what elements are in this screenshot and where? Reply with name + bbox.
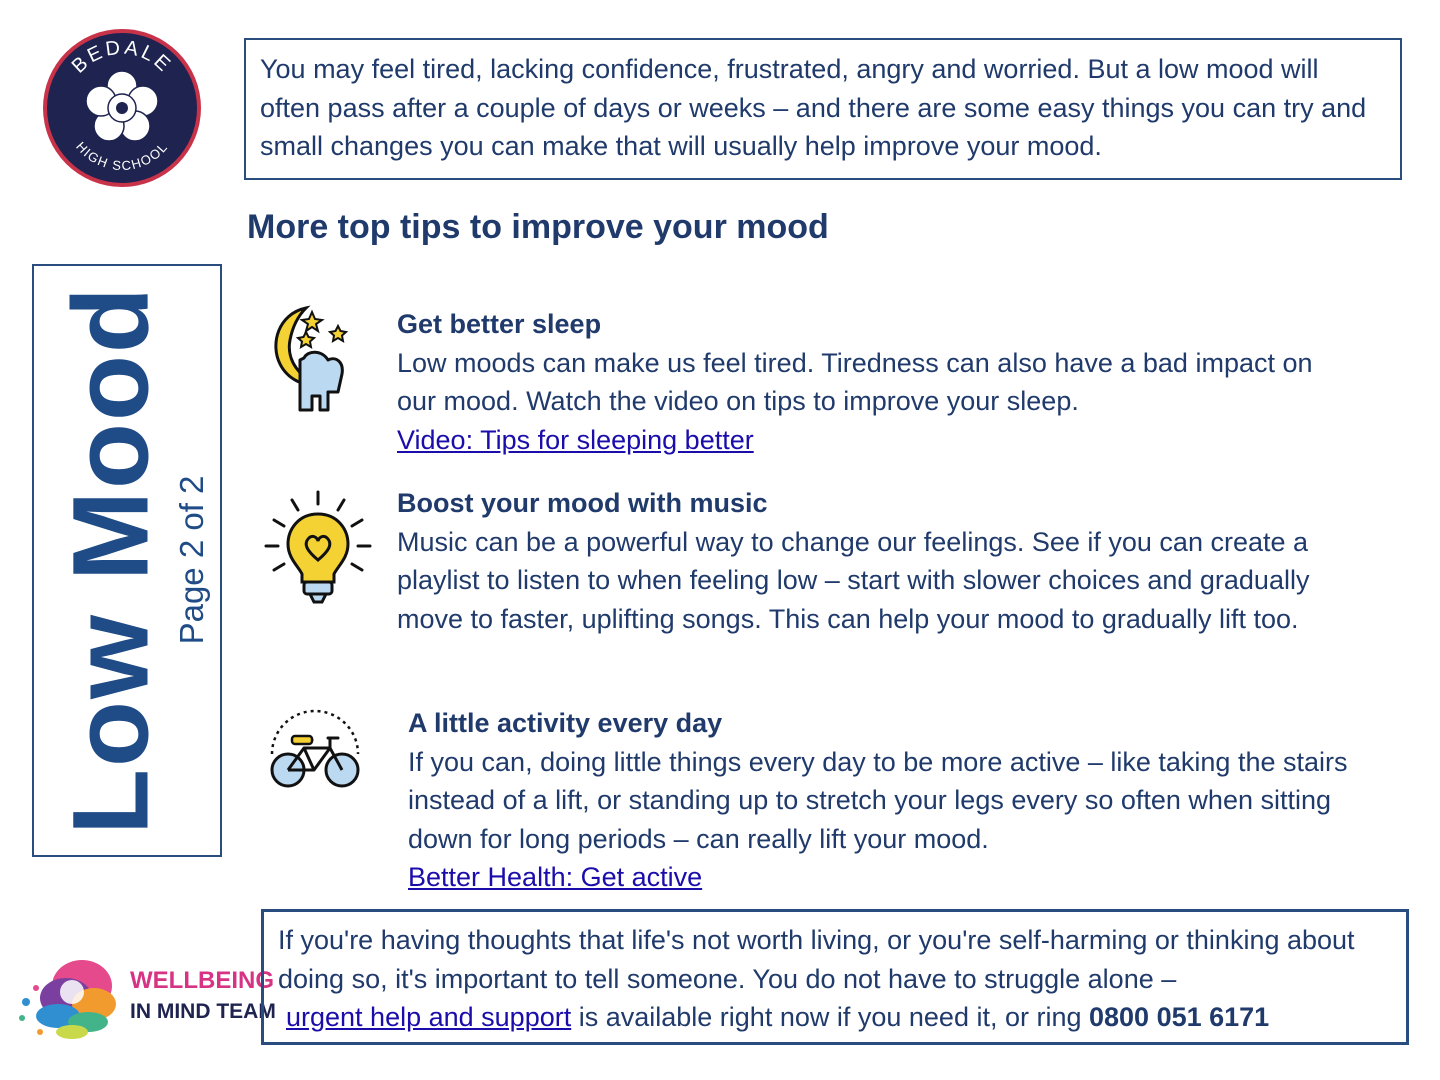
footer-text-after: is available right now if you need it, or ring bbox=[571, 1002, 1089, 1032]
intro-box bbox=[244, 38, 1402, 180]
logo-bottom-text: HIGH SCHOOL bbox=[73, 138, 171, 174]
lightbulb-heart-icon bbox=[262, 488, 374, 608]
tip-title: A little activity every day bbox=[408, 708, 723, 738]
bicycle-icon bbox=[266, 702, 364, 794]
helpline-number: 0800 051 6171 bbox=[1089, 1002, 1270, 1032]
wellbeing-logo bbox=[8, 940, 276, 1050]
wellbeing-logo-line1: WELLBEING bbox=[130, 967, 274, 994]
school-logo bbox=[40, 26, 204, 190]
urgent-help-box bbox=[261, 909, 1409, 1045]
tip-activity bbox=[408, 704, 1358, 897]
page-indicator: Page 2 of 2 bbox=[173, 475, 210, 645]
wellbeing-logo-line2: IN MIND TEAM bbox=[130, 1000, 276, 1023]
tip-body: Music can be a powerful way to change our feelings. See if you can create a playlist to listen to when feeling low – start with slower choices and gradually move to faster, uplifting songs. This can help your mood to gradually lift too. bbox=[397, 526, 1310, 634]
logo-top-text: BEDALE bbox=[67, 36, 177, 78]
tip-title: Get better sleep bbox=[397, 309, 602, 339]
tip-sleep bbox=[397, 305, 1357, 459]
footer-text: If you're having thoughts that life's not worth living, or you're self-harming or thinking about doing so, it's important to tell someone. You do not have to struggle alone – bbox=[278, 925, 1355, 994]
side-title: Low Mood bbox=[49, 285, 171, 835]
tip-body: Low moods can make us feel tired. Tiredness can also have a bad impact on our mood. Watch the video on tips to improve your sleep. bbox=[397, 347, 1313, 416]
tip-music bbox=[397, 484, 1367, 638]
get-active-link[interactable]: Better Health: Get active bbox=[408, 862, 703, 892]
moon-sleep-icon bbox=[266, 300, 360, 420]
tip-title: Boost your mood with music bbox=[397, 488, 768, 518]
intro-text: You may feel tired, lacking confidence, frustrated, angry and worried. But a low mood will often pass after a couple of days or weeks – and there are some easy things you can try and small changes you can make that will usually help improve your mood. bbox=[260, 54, 1367, 161]
page-heading: More top tips to improve your mood bbox=[247, 208, 829, 246]
brain-splash-icon bbox=[19, 960, 116, 1039]
sleep-video-link[interactable]: Video: Tips for sleeping better bbox=[397, 424, 754, 455]
urgent-help-link[interactable]: urgent help and support bbox=[286, 1002, 572, 1032]
tip-body: If you can, doing little things every day to be more active – like taking the stairs instead of a lift, or standing up to stretch your legs every so often when sitting down for long periods – can really lift your mood. bbox=[408, 746, 1348, 854]
